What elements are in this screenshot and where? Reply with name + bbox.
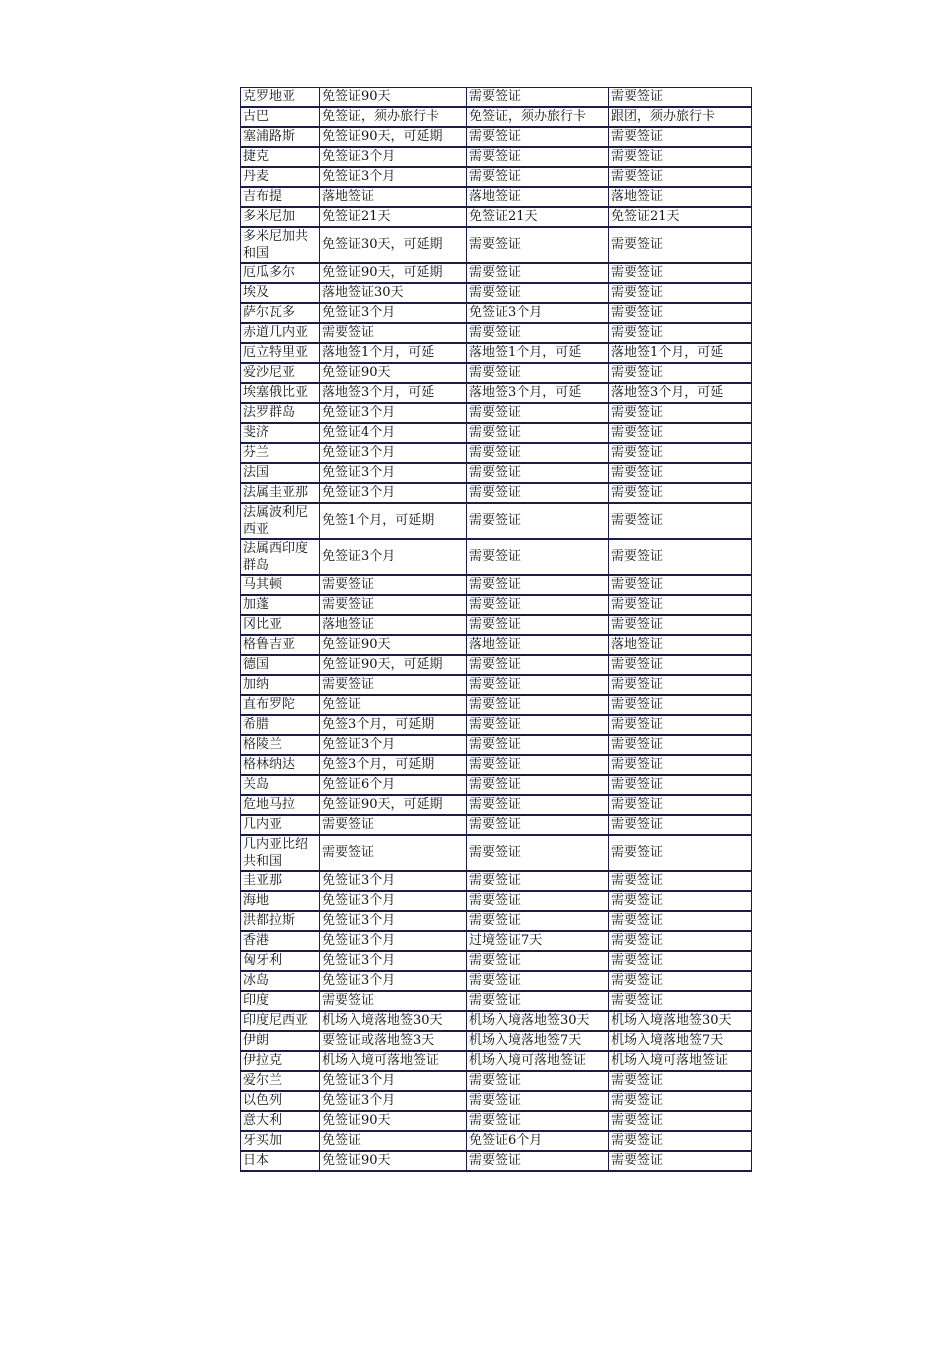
visa-cell: 需要签证 xyxy=(609,775,752,795)
table-row xyxy=(241,815,752,835)
country-cell: 赤道几内亚 xyxy=(241,323,320,343)
table-row xyxy=(241,775,752,795)
visa-cell: 需要签证 xyxy=(467,539,609,575)
visa-cell: 需要签证 xyxy=(609,655,752,675)
country-cell: 芬兰 xyxy=(241,443,320,463)
country-cell: 危地马拉 xyxy=(241,795,320,815)
visa-cell: 免签证3个月 xyxy=(320,971,467,991)
country-cell: 古巴 xyxy=(241,107,320,127)
visa-cell: 落地签证 xyxy=(467,187,609,207)
visa-cell: 需要签证 xyxy=(467,815,609,835)
visa-cell: 需要签证 xyxy=(467,167,609,187)
country-cell: 直布罗陀 xyxy=(241,695,320,715)
country-cell: 格陵兰 xyxy=(241,735,320,755)
visa-cell: 免签证3个月 xyxy=(320,1091,467,1111)
country-cell: 香港 xyxy=(241,931,320,951)
visa-cell: 需要签证 xyxy=(320,991,467,1011)
country-cell: 萨尔瓦多 xyxy=(241,303,320,323)
visa-cell: 需要签证 xyxy=(467,971,609,991)
table-row xyxy=(241,363,752,383)
table-row xyxy=(241,675,752,695)
country-cell: 格鲁吉亚 xyxy=(241,635,320,655)
visa-cell: 需要签证 xyxy=(467,795,609,815)
table-row xyxy=(241,1111,752,1131)
country-cell: 圭亚那 xyxy=(241,871,320,891)
visa-cell: 落地签3个月，可延 xyxy=(609,383,752,403)
visa-cell: 落地签证 xyxy=(609,187,752,207)
country-cell: 洪都拉斯 xyxy=(241,911,320,931)
country-cell: 丹麦 xyxy=(241,167,320,187)
visa-cell: 需要签证 xyxy=(609,263,752,283)
visa-cell: 免签证21天 xyxy=(320,207,467,227)
visa-cell: 需要签证 xyxy=(467,775,609,795)
visa-cell: 免签证3个月 xyxy=(320,911,467,931)
visa-cell: 需要签证 xyxy=(609,303,752,323)
visa-cell: 需要签证 xyxy=(609,951,752,971)
visa-cell: 免签证3个月 xyxy=(467,303,609,323)
visa-cell: 机场入境落地签30天 xyxy=(320,1011,467,1031)
table-row xyxy=(241,931,752,951)
visa-cell: 需要签证 xyxy=(609,1131,752,1151)
table-row xyxy=(241,283,752,303)
table-row xyxy=(241,503,752,539)
visa-cell: 需要签证 xyxy=(467,1071,609,1091)
visa-cell: 免签3个月，可延期 xyxy=(320,715,467,735)
country-cell: 法罗群岛 xyxy=(241,403,320,423)
country-cell: 伊拉克 xyxy=(241,1051,320,1071)
country-cell: 克罗地亚 xyxy=(241,88,320,108)
table-row xyxy=(241,635,752,655)
country-cell: 几内亚比绍共和国 xyxy=(241,835,320,871)
visa-cell: 需要签证 xyxy=(609,227,752,263)
table-row xyxy=(241,403,752,423)
visa-cell: 免签证3个月 xyxy=(320,403,467,423)
visa-cell: 免签证3个月 xyxy=(320,931,467,951)
table-row xyxy=(241,1131,752,1151)
table-row xyxy=(241,615,752,635)
visa-requirements-table xyxy=(240,87,752,1172)
table-row xyxy=(241,1151,752,1171)
country-cell: 马其顿 xyxy=(241,575,320,595)
country-cell: 法国 xyxy=(241,463,320,483)
visa-cell: 需要签证 xyxy=(467,735,609,755)
visa-cell: 需要签证 xyxy=(467,911,609,931)
visa-cell: 需要签证 xyxy=(609,595,752,615)
visa-cell: 落地签证 xyxy=(609,635,752,655)
visa-cell: 需要签证 xyxy=(467,715,609,735)
visa-cell: 需要签证 xyxy=(609,127,752,147)
visa-cell: 需要签证 xyxy=(320,575,467,595)
visa-cell: 免签证6个月 xyxy=(467,1131,609,1151)
country-cell: 法属圭亚那 xyxy=(241,483,320,503)
visa-cell: 需要签证 xyxy=(609,755,752,775)
visa-cell: 免签证3个月 xyxy=(320,539,467,575)
visa-cell: 免签证3个月 xyxy=(320,951,467,971)
visa-cell: 免签证21天 xyxy=(467,207,609,227)
table-row xyxy=(241,1031,752,1051)
table-row xyxy=(241,911,752,931)
visa-cell: 免签证90天 xyxy=(320,363,467,383)
visa-cell: 需要签证 xyxy=(609,991,752,1011)
visa-cell: 落地签3个月，可延 xyxy=(320,383,467,403)
country-cell: 埃及 xyxy=(241,283,320,303)
visa-cell: 需要签证 xyxy=(467,443,609,463)
table-row xyxy=(241,463,752,483)
visa-cell: 免签证30天，可延期 xyxy=(320,227,467,263)
visa-cell: 需要签证 xyxy=(609,815,752,835)
visa-cell: 需要签证 xyxy=(609,695,752,715)
table-row xyxy=(241,1051,752,1071)
table-row xyxy=(241,595,752,615)
visa-cell: 需要签证 xyxy=(467,1091,609,1111)
visa-cell: 免签证3个月 xyxy=(320,891,467,911)
country-cell: 斐济 xyxy=(241,423,320,443)
visa-cell: 免签证3个月 xyxy=(320,483,467,503)
visa-cell: 需要签证 xyxy=(609,423,752,443)
visa-cell: 落地签证30天 xyxy=(320,283,467,303)
visa-cell: 需要签证 xyxy=(609,615,752,635)
visa-cell: 免签证90天，可延期 xyxy=(320,263,467,283)
table-row xyxy=(241,795,752,815)
visa-cell: 免签证90天，可延期 xyxy=(320,655,467,675)
visa-cell: 需要签证 xyxy=(609,88,752,108)
table-row xyxy=(241,343,752,363)
country-cell: 印度尼西亚 xyxy=(241,1011,320,1031)
table-row xyxy=(241,263,752,283)
visa-cell: 免签证3个月 xyxy=(320,871,467,891)
visa-cell: 需要签证 xyxy=(467,891,609,911)
table-row xyxy=(241,187,752,207)
visa-cell: 落地签证 xyxy=(320,615,467,635)
table-row xyxy=(241,88,752,108)
visa-cell: 需要签证 xyxy=(609,835,752,871)
table-row xyxy=(241,1091,752,1111)
visa-cell: 需要签证 xyxy=(467,463,609,483)
table-row xyxy=(241,871,752,891)
table-row xyxy=(241,227,752,263)
country-cell: 印度 xyxy=(241,991,320,1011)
visa-cell: 落地签证 xyxy=(320,187,467,207)
visa-cell: 需要签证 xyxy=(467,283,609,303)
visa-cell: 需要签证 xyxy=(320,323,467,343)
country-cell: 多米尼加 xyxy=(241,207,320,227)
country-cell: 厄立特里亚 xyxy=(241,343,320,363)
country-cell: 冰岛 xyxy=(241,971,320,991)
visa-cell: 需要签证 xyxy=(467,323,609,343)
country-cell: 加纳 xyxy=(241,675,320,695)
visa-cell: 需要签证 xyxy=(609,503,752,539)
visa-cell: 需要签证 xyxy=(609,795,752,815)
visa-cell: 免签证90天 xyxy=(320,635,467,655)
visa-cell: 需要签证 xyxy=(320,675,467,695)
table-row xyxy=(241,147,752,167)
visa-cell: 需要签证 xyxy=(467,263,609,283)
visa-cell: 需要签证 xyxy=(609,443,752,463)
visa-cell: 机场入境可落地签证 xyxy=(320,1051,467,1071)
visa-cell: 需要签证 xyxy=(467,127,609,147)
table-row xyxy=(241,207,752,227)
country-cell: 意大利 xyxy=(241,1111,320,1131)
table-row xyxy=(241,107,752,127)
visa-cell: 免签证6个月 xyxy=(320,775,467,795)
visa-cell: 免签3个月，可延期 xyxy=(320,755,467,775)
table-row xyxy=(241,323,752,343)
visa-cell: 免签证3个月 xyxy=(320,735,467,755)
visa-cell: 需要签证 xyxy=(467,1111,609,1131)
visa-cell: 需要签证 xyxy=(609,323,752,343)
visa-cell: 需要签证 xyxy=(467,227,609,263)
visa-cell: 机场入境可落地签证 xyxy=(609,1051,752,1071)
table-row xyxy=(241,443,752,463)
table-row xyxy=(241,539,752,575)
country-cell: 几内亚 xyxy=(241,815,320,835)
visa-cell: 免签证3个月 xyxy=(320,147,467,167)
visa-cell: 免签证，须办旅行卡 xyxy=(320,107,467,127)
table-row xyxy=(241,971,752,991)
country-cell: 格林纳达 xyxy=(241,755,320,775)
country-cell: 日本 xyxy=(241,1151,320,1171)
table-row xyxy=(241,951,752,971)
visa-cell: 需要签证 xyxy=(609,891,752,911)
visa-cell: 机场入境落地签7天 xyxy=(467,1031,609,1051)
country-cell: 厄瓜多尔 xyxy=(241,263,320,283)
visa-cell: 机场入境落地签30天 xyxy=(609,1011,752,1031)
table-row xyxy=(241,575,752,595)
visa-cell: 免签证 xyxy=(320,695,467,715)
country-cell: 以色列 xyxy=(241,1091,320,1111)
table-row xyxy=(241,755,752,775)
visa-cell: 需要签证 xyxy=(609,931,752,951)
visa-cell: 需要签证 xyxy=(609,971,752,991)
visa-cell: 跟团，须办旅行卡 xyxy=(609,107,752,127)
visa-cell: 需要签证 xyxy=(320,815,467,835)
visa-cell: 免签证90天，可延期 xyxy=(320,795,467,815)
visa-cell: 免签证90天，可延期 xyxy=(320,127,467,147)
visa-cell: 需要签证 xyxy=(609,1151,752,1171)
country-cell: 法属波利尼西亚 xyxy=(241,503,320,539)
visa-cell: 免签证3个月 xyxy=(320,443,467,463)
visa-cell: 免签证3个月 xyxy=(320,463,467,483)
table-row xyxy=(241,483,752,503)
visa-cell: 需要签证 xyxy=(467,403,609,423)
country-cell: 爱沙尼亚 xyxy=(241,363,320,383)
visa-cell: 需要签证 xyxy=(467,88,609,108)
visa-cell: 落地签1个月，可延 xyxy=(320,343,467,363)
visa-cell: 落地签证 xyxy=(467,635,609,655)
visa-cell: 需要签证 xyxy=(609,363,752,383)
visa-cell: 需要签证 xyxy=(609,1071,752,1091)
visa-cell: 需要签证 xyxy=(609,1111,752,1131)
visa-cell: 需要签证 xyxy=(467,503,609,539)
visa-cell: 免签证，须办旅行卡 xyxy=(467,107,609,127)
visa-cell: 落地签3个月，可延 xyxy=(467,383,609,403)
visa-cell: 需要签证 xyxy=(609,1091,752,1111)
visa-cell: 需要签证 xyxy=(609,283,752,303)
country-cell: 牙买加 xyxy=(241,1131,320,1151)
country-cell: 塞浦路斯 xyxy=(241,127,320,147)
visa-cell: 机场入境落地签7天 xyxy=(609,1031,752,1051)
country-cell: 希腊 xyxy=(241,715,320,735)
visa-cell: 需要签证 xyxy=(467,595,609,615)
country-cell: 爱尔兰 xyxy=(241,1071,320,1091)
visa-cell: 需要签证 xyxy=(609,463,752,483)
visa-cell: 免签证4个月 xyxy=(320,423,467,443)
country-cell: 埃塞俄比亚 xyxy=(241,383,320,403)
visa-cell: 机场入境落地签30天 xyxy=(467,1011,609,1031)
visa-cell: 需要签证 xyxy=(467,835,609,871)
visa-cell: 免签证3个月 xyxy=(320,303,467,323)
visa-cell: 免签证3个月 xyxy=(320,167,467,187)
visa-cell: 免签1个月，可延期 xyxy=(320,503,467,539)
visa-cell: 需要签证 xyxy=(609,715,752,735)
country-cell: 德国 xyxy=(241,655,320,675)
country-cell: 匈牙利 xyxy=(241,951,320,971)
visa-cell: 需要签证 xyxy=(609,403,752,423)
visa-cell: 需要签证 xyxy=(320,595,467,615)
visa-cell: 需要签证 xyxy=(467,951,609,971)
visa-cell: 免签证90天 xyxy=(320,88,467,108)
table-row xyxy=(241,423,752,443)
visa-cell: 需要签证 xyxy=(467,675,609,695)
table-row xyxy=(241,715,752,735)
visa-cell: 需要签证 xyxy=(609,675,752,695)
visa-cell: 需要签证 xyxy=(467,755,609,775)
visa-cell: 免签证90天 xyxy=(320,1151,467,1171)
visa-cell: 需要签证 xyxy=(609,539,752,575)
visa-cell: 需要签证 xyxy=(609,147,752,167)
visa-cell: 需要签证 xyxy=(467,363,609,383)
visa-cell: 免签证21天 xyxy=(609,207,752,227)
country-cell: 加蓬 xyxy=(241,595,320,615)
visa-cell: 需要签证 xyxy=(467,871,609,891)
visa-cell: 需要签证 xyxy=(609,911,752,931)
table-row xyxy=(241,735,752,755)
visa-table-body xyxy=(241,88,752,1172)
visa-cell: 需要签证 xyxy=(467,575,609,595)
table-row xyxy=(241,695,752,715)
visa-cell: 落地签1个月，可延 xyxy=(609,343,752,363)
table-row xyxy=(241,1071,752,1091)
visa-cell: 免签证3个月 xyxy=(320,1071,467,1091)
visa-cell: 需要签证 xyxy=(467,423,609,443)
visa-cell: 需要签证 xyxy=(320,835,467,871)
country-cell: 关岛 xyxy=(241,775,320,795)
country-cell: 吉布提 xyxy=(241,187,320,207)
visa-cell: 需要签证 xyxy=(609,167,752,187)
visa-cell: 需要签证 xyxy=(467,655,609,675)
country-cell: 冈比亚 xyxy=(241,615,320,635)
country-cell: 捷克 xyxy=(241,147,320,167)
country-cell: 多米尼加共和国 xyxy=(241,227,320,263)
visa-cell: 需要签证 xyxy=(467,695,609,715)
visa-cell: 需要签证 xyxy=(609,871,752,891)
visa-cell: 要签证或落地签3天 xyxy=(320,1031,467,1051)
table-row xyxy=(241,167,752,187)
visa-cell: 需要签证 xyxy=(467,147,609,167)
table-row xyxy=(241,655,752,675)
table-row xyxy=(241,835,752,871)
visa-cell: 需要签证 xyxy=(467,991,609,1011)
table-row xyxy=(241,891,752,911)
country-cell: 海地 xyxy=(241,891,320,911)
visa-cell: 落地签1个月，可延 xyxy=(467,343,609,363)
table-row xyxy=(241,1011,752,1031)
visa-cell: 需要签证 xyxy=(467,615,609,635)
country-cell: 伊朗 xyxy=(241,1031,320,1051)
visa-cell: 需要签证 xyxy=(609,735,752,755)
visa-cell: 需要签证 xyxy=(467,1151,609,1171)
country-cell: 法属西印度群岛 xyxy=(241,539,320,575)
visa-cell: 免签证 xyxy=(320,1131,467,1151)
visa-cell: 需要签证 xyxy=(467,483,609,503)
visa-cell: 机场入境可落地签证 xyxy=(467,1051,609,1071)
table-row xyxy=(241,383,752,403)
table-row xyxy=(241,303,752,323)
table-row xyxy=(241,991,752,1011)
table-row xyxy=(241,127,752,147)
visa-cell: 免签证90天 xyxy=(320,1111,467,1131)
visa-cell: 过境签证7天 xyxy=(467,931,609,951)
visa-cell: 需要签证 xyxy=(609,483,752,503)
visa-cell: 需要签证 xyxy=(609,575,752,595)
